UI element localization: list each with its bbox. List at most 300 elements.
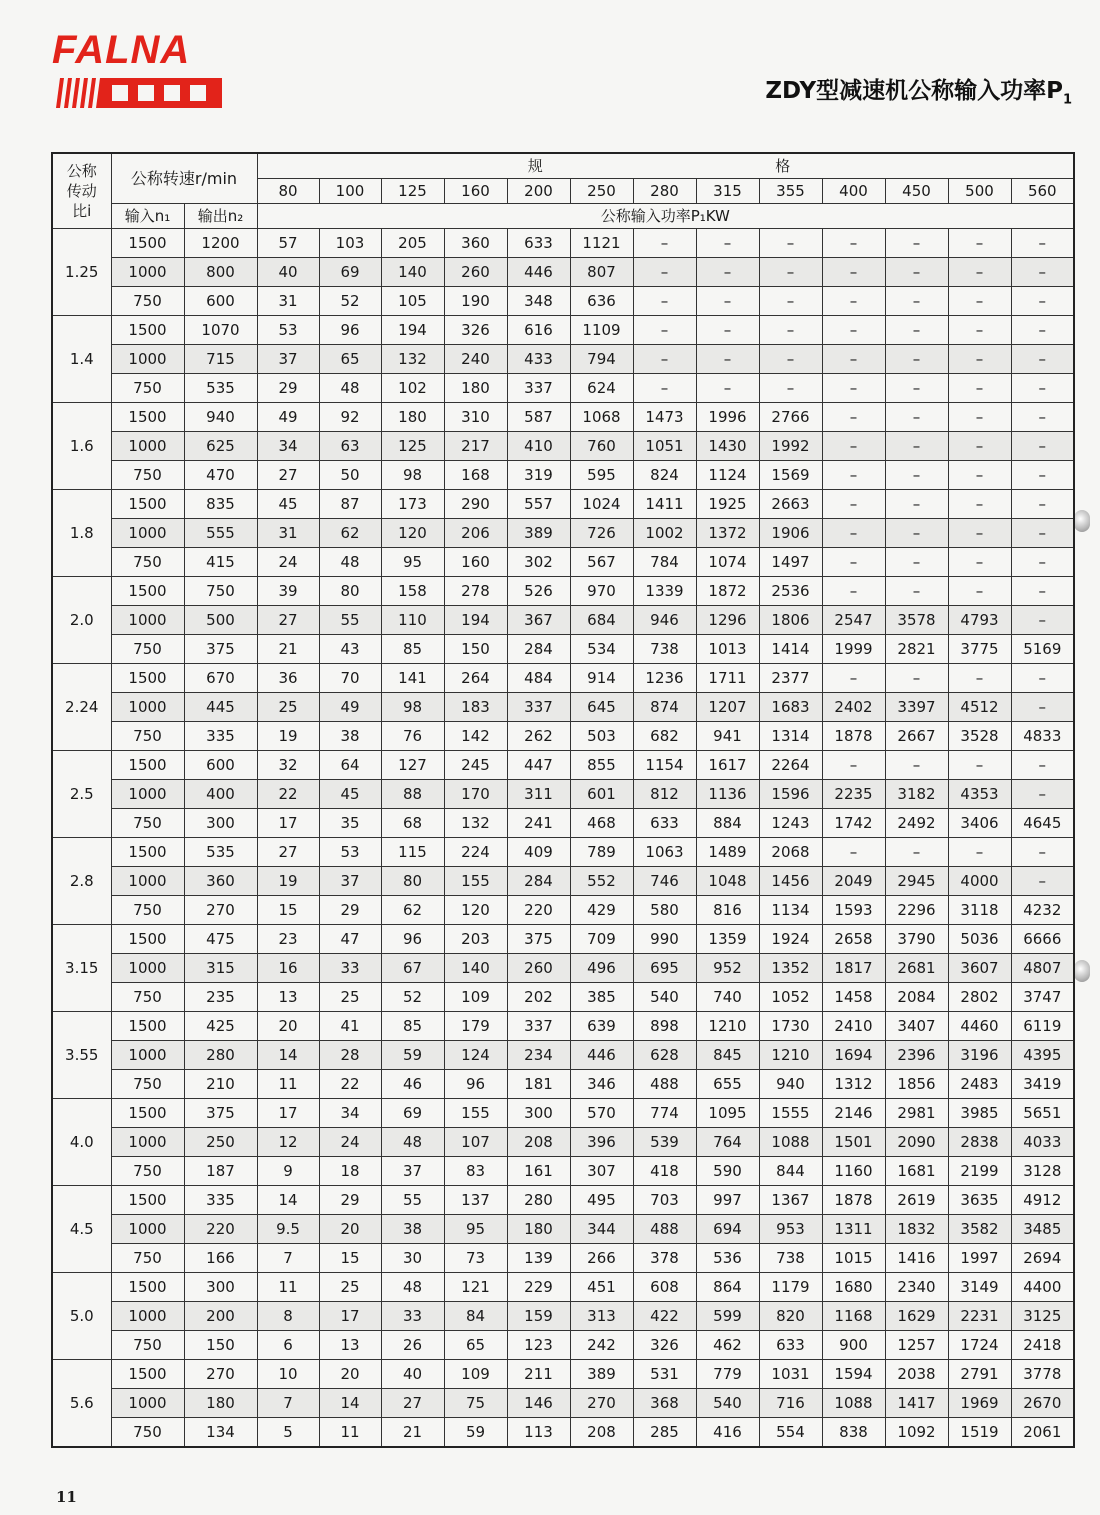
input-speed-cell: 750: [111, 1070, 184, 1099]
power-cell: 970: [570, 577, 633, 606]
power-cell: 285: [633, 1418, 696, 1448]
power-cell: 1996: [696, 403, 759, 432]
power-cell: 1414: [759, 635, 822, 664]
power-cell: 1154: [633, 751, 696, 780]
input-speed-cell: 1500: [111, 403, 184, 432]
input-speed-cell: 1000: [111, 693, 184, 722]
power-cell: 2821: [885, 635, 948, 664]
power-cell: 2410: [822, 1012, 885, 1041]
power-cell: 88: [381, 780, 444, 809]
power-cell: 2199: [948, 1157, 1011, 1186]
power-cell: 3578: [885, 606, 948, 635]
power-cell: 1314: [759, 722, 822, 751]
power-cell: 1013: [696, 635, 759, 664]
output-speed-cell: 210: [184, 1070, 257, 1099]
power-cell: 367: [507, 606, 570, 635]
power-cell: 1924: [759, 925, 822, 954]
power-cell: 1109: [570, 316, 633, 345]
power-cell: 30: [381, 1244, 444, 1273]
power-cell: 17: [257, 809, 319, 838]
power-cell: 740: [696, 983, 759, 1012]
power-cell: 2090: [885, 1128, 948, 1157]
power-cell: 217: [444, 432, 507, 461]
power-cell: 206: [444, 519, 507, 548]
power-cell: 260: [507, 954, 570, 983]
output-speed-cell: 300: [184, 809, 257, 838]
power-cell: –: [1011, 664, 1074, 693]
output-speed-cell: 470: [184, 461, 257, 490]
power-cell: –: [696, 374, 759, 403]
power-cell: 941: [696, 722, 759, 751]
power-cell: 1617: [696, 751, 759, 780]
power-cell: 48: [381, 1128, 444, 1157]
power-cell: 378: [633, 1244, 696, 1273]
power-cell: –: [948, 287, 1011, 316]
power-cell: 2340: [885, 1273, 948, 1302]
power-cell: 884: [696, 809, 759, 838]
input-speed-cell: 750: [111, 809, 184, 838]
power-cell: 3406: [948, 809, 1011, 838]
power-cell: 25: [257, 693, 319, 722]
power-rating-table: [51, 152, 1075, 1448]
power-cell: 1052: [759, 983, 822, 1012]
power-cell: 113: [507, 1418, 570, 1448]
power-cell: 1031: [759, 1360, 822, 1389]
power-cell: 123: [507, 1331, 570, 1360]
power-cell: 816: [696, 896, 759, 925]
power-cell: –: [948, 229, 1011, 258]
power-cell: –: [1011, 606, 1074, 635]
table-row: [52, 374, 1074, 403]
size-header-cell: 280: [633, 179, 696, 204]
power-cell: –: [885, 664, 948, 693]
power-cell: 368: [633, 1389, 696, 1418]
table-row: [52, 1012, 1074, 1041]
power-cell: 46: [381, 1070, 444, 1099]
power-cell: 38: [319, 722, 381, 751]
input-speed-cell: 750: [111, 374, 184, 403]
ratio-cell: 1.4: [52, 316, 111, 403]
power-cell: 92: [319, 403, 381, 432]
power-cell: 1906: [759, 519, 822, 548]
input-speed-cell: 1500: [111, 925, 184, 954]
power-cell: 17: [257, 1099, 319, 1128]
power-cell: 824: [633, 461, 696, 490]
table-row: [52, 809, 1074, 838]
power-cell: 24: [257, 548, 319, 577]
size-header-cell: 400: [822, 179, 885, 204]
falna-logo: [52, 30, 224, 108]
power-cell: 595: [570, 461, 633, 490]
output-speed-cell: 835: [184, 490, 257, 519]
power-cell: 4807: [1011, 954, 1074, 983]
power-cell: 13: [319, 1331, 381, 1360]
output-speed-cell: 475: [184, 925, 257, 954]
page-number: 11: [56, 1488, 77, 1506]
output-speed-cell: 150: [184, 1331, 257, 1360]
power-cell: 655: [696, 1070, 759, 1099]
power-cell: 234: [507, 1041, 570, 1070]
power-cell: 1121: [570, 229, 633, 258]
power-cell: 1168: [822, 1302, 885, 1331]
power-cell: 3128: [1011, 1157, 1074, 1186]
power-cell: 242: [570, 1331, 633, 1360]
power-cell: 62: [319, 519, 381, 548]
size-header-cell: 315: [696, 179, 759, 204]
power-cell: –: [822, 461, 885, 490]
size-header-cell: 500: [948, 179, 1011, 204]
ratio-cell: 2.0: [52, 577, 111, 664]
table-row: [52, 1157, 1074, 1186]
power-cell: 24: [319, 1128, 381, 1157]
power-cell: –: [633, 345, 696, 374]
power-cell: 812: [633, 780, 696, 809]
table-row: [52, 751, 1074, 780]
table-row: [52, 896, 1074, 925]
output-speed-cell: 375: [184, 635, 257, 664]
power-cell: 1416: [885, 1244, 948, 1273]
power-cell: 1411: [633, 490, 696, 519]
power-cell: 31: [257, 287, 319, 316]
power-cell: 278: [444, 577, 507, 606]
power-cell: 536: [696, 1244, 759, 1273]
power-cell: 29: [319, 1186, 381, 1215]
power-cell: 12: [257, 1128, 319, 1157]
power-cell: 1925: [696, 490, 759, 519]
table-row: [52, 693, 1074, 722]
power-cell: 446: [570, 1041, 633, 1070]
power-cell: 194: [381, 316, 444, 345]
power-cell: 1068: [570, 403, 633, 432]
power-cell: 633: [507, 229, 570, 258]
power-cell: 682: [633, 722, 696, 751]
power-cell: 1681: [885, 1157, 948, 1186]
power-cell: 22: [319, 1070, 381, 1099]
power-cell: –: [1011, 577, 1074, 606]
power-cell: 260: [444, 258, 507, 287]
power-cell: 173: [381, 490, 444, 519]
power-cell: 21: [381, 1418, 444, 1448]
power-cell: –: [696, 316, 759, 345]
power-cell: 1160: [822, 1157, 885, 1186]
size-header-cell: 355: [759, 179, 822, 204]
power-cell: 496: [570, 954, 633, 983]
power-cell: 599: [696, 1302, 759, 1331]
power-cell: 4232: [1011, 896, 1074, 925]
power-cell: 3407: [885, 1012, 948, 1041]
power-cell: 1832: [885, 1215, 948, 1244]
logo-stripes-graphic: [52, 78, 222, 108]
power-cell: 208: [507, 1128, 570, 1157]
ratio-cell: 2.5: [52, 751, 111, 838]
power-cell: –: [948, 316, 1011, 345]
input-speed-cell: 750: [111, 1418, 184, 1448]
table-row: [52, 867, 1074, 896]
power-cell: 3607: [948, 954, 1011, 983]
power-cell: 2838: [948, 1128, 1011, 1157]
power-cell: 27: [257, 461, 319, 490]
power-cell: 96: [444, 1070, 507, 1099]
power-cell: –: [1011, 316, 1074, 345]
power-cell: 75: [444, 1389, 507, 1418]
power-cell: 28: [319, 1041, 381, 1070]
power-cell: 694: [696, 1215, 759, 1244]
power-cell: 33: [381, 1302, 444, 1331]
power-cell: 764: [696, 1128, 759, 1157]
output-speed-cell: 187: [184, 1157, 257, 1186]
power-cell: 161: [507, 1157, 570, 1186]
power-cell: 29: [257, 374, 319, 403]
power-cell: 2619: [885, 1186, 948, 1215]
output-speed-cell: 940: [184, 403, 257, 432]
ratio-cell: 3.15: [52, 925, 111, 1012]
power-cell: 158: [381, 577, 444, 606]
power-cell: –: [948, 345, 1011, 374]
power-cell: –: [822, 316, 885, 345]
power-cell: 43: [319, 635, 381, 664]
power-cell: 360: [444, 229, 507, 258]
power-cell: 3182: [885, 780, 948, 809]
table-row: [52, 664, 1074, 693]
power-cell: 240: [444, 345, 507, 374]
power-cell: 62: [381, 896, 444, 925]
input-speed-cell: 1000: [111, 519, 184, 548]
output-speed-cell: 375: [184, 1099, 257, 1128]
power-cell: 115: [381, 838, 444, 867]
input-speed-cell: 750: [111, 1244, 184, 1273]
power-cell: –: [822, 432, 885, 461]
power-cell: 40: [257, 258, 319, 287]
power-cell: 1569: [759, 461, 822, 490]
power-cell: –: [1011, 838, 1074, 867]
power-cell: –: [1011, 490, 1074, 519]
power-cell: 1134: [759, 896, 822, 925]
power-cell: –: [885, 577, 948, 606]
power-cell: 503: [570, 722, 633, 751]
table-row: [52, 925, 1074, 954]
power-cell: 2945: [885, 867, 948, 896]
power-cell: 23: [257, 925, 319, 954]
input-speed-cell: 1000: [111, 432, 184, 461]
output-speed-cell: 600: [184, 751, 257, 780]
power-cell: 183: [444, 693, 507, 722]
power-cell: 29: [319, 896, 381, 925]
table-row: [52, 606, 1074, 635]
power-cell: 20: [319, 1360, 381, 1389]
power-cell: 14: [319, 1389, 381, 1418]
power-cell: 540: [696, 1389, 759, 1418]
power-cell: 284: [507, 635, 570, 664]
power-cell: 33: [319, 954, 381, 983]
power-cell: 396: [570, 1128, 633, 1157]
power-cell: 1473: [633, 403, 696, 432]
power-cell: –: [822, 287, 885, 316]
power-cell: 2791: [948, 1360, 1011, 1389]
power-cell: 709: [570, 925, 633, 954]
power-cell: 703: [633, 1186, 696, 1215]
power-cell: 95: [444, 1215, 507, 1244]
power-cell: 310: [444, 403, 507, 432]
input-speed-cell: 750: [111, 896, 184, 925]
ratio-cell: 4.0: [52, 1099, 111, 1186]
power-cell: –: [822, 345, 885, 374]
power-cell: –: [885, 258, 948, 287]
power-cell: 1680: [822, 1273, 885, 1302]
power-cell: 1312: [822, 1070, 885, 1099]
power-cell: –: [885, 316, 948, 345]
output-speed-cell: 134: [184, 1418, 257, 1448]
power-cell: 2981: [885, 1099, 948, 1128]
power-cell: 447: [507, 751, 570, 780]
ratio-cell: 3.55: [52, 1012, 111, 1099]
power-cell: 2694: [1011, 1244, 1074, 1273]
output-speed-cell: 166: [184, 1244, 257, 1273]
power-cell: 2146: [822, 1099, 885, 1128]
power-cell: –: [822, 548, 885, 577]
power-cell: 76: [381, 722, 444, 751]
power-cell: 27: [381, 1389, 444, 1418]
power-cell: 52: [381, 983, 444, 1012]
power-cell: 488: [633, 1070, 696, 1099]
power-cell: 80: [381, 867, 444, 896]
power-cell: –: [822, 374, 885, 403]
power-cell: 590: [696, 1157, 759, 1186]
power-cell: –: [759, 316, 822, 345]
size-header-cell: 125: [381, 179, 444, 204]
power-cell: 462: [696, 1331, 759, 1360]
power-cell: 65: [444, 1331, 507, 1360]
ratio-cell: 5.0: [52, 1273, 111, 1360]
power-cell: 389: [570, 1360, 633, 1389]
power-cell: 838: [822, 1418, 885, 1448]
power-cell: 344: [570, 1215, 633, 1244]
power-cell: 3528: [948, 722, 1011, 751]
ratio-cell: 5.6: [52, 1360, 111, 1448]
power-cell: 410: [507, 432, 570, 461]
power-cell: 389: [507, 519, 570, 548]
input-speed-cell: 750: [111, 1157, 184, 1186]
power-cell: 1730: [759, 1012, 822, 1041]
table-row: [52, 403, 1074, 432]
table-row: [52, 577, 1074, 606]
power-cell: 1024: [570, 490, 633, 519]
power-cell: 109: [444, 1360, 507, 1389]
power-cell: 3118: [948, 896, 1011, 925]
power-cell: 10: [257, 1360, 319, 1389]
power-cell: 67: [381, 954, 444, 983]
power-cell: 416: [696, 1418, 759, 1448]
power-cell: 96: [319, 316, 381, 345]
power-cell: 141: [381, 664, 444, 693]
power-cell: –: [822, 490, 885, 519]
size-header-cell: 100: [319, 179, 381, 204]
input-speed-header: 输入n₁: [111, 204, 184, 229]
power-cell: 73: [444, 1244, 507, 1273]
power-cell: 2231: [948, 1302, 1011, 1331]
power-cell: –: [885, 287, 948, 316]
table-row: [52, 490, 1074, 519]
power-cell: 1489: [696, 838, 759, 867]
table-row: [52, 316, 1074, 345]
power-cell: 784: [633, 548, 696, 577]
power-cell: –: [1011, 287, 1074, 316]
power-cell: 21: [257, 635, 319, 664]
input-speed-cell: 1500: [111, 1360, 184, 1389]
power-cell: 760: [570, 432, 633, 461]
power-cell: 15: [257, 896, 319, 925]
power-cell: 774: [633, 1099, 696, 1128]
binder-ring-icon: [1074, 510, 1090, 532]
power-cell: 202: [507, 983, 570, 1012]
power-cell: 1311: [822, 1215, 885, 1244]
power-cell: 137: [444, 1186, 507, 1215]
power-cell: 2658: [822, 925, 885, 954]
power-cell: 155: [444, 1099, 507, 1128]
power-cell: –: [948, 751, 1011, 780]
power-cell: –: [822, 403, 885, 432]
power-cell: –: [948, 461, 1011, 490]
power-cell: 2377: [759, 664, 822, 693]
output-speed-cell: 535: [184, 838, 257, 867]
power-cell: –: [948, 258, 1011, 287]
size-header-cell: 560: [1011, 179, 1074, 204]
power-cell: –: [822, 229, 885, 258]
power-cell: 1501: [822, 1128, 885, 1157]
power-cell: 37: [319, 867, 381, 896]
speed-header: 公称转速r/min: [111, 153, 257, 204]
logo-wordmark: FALNA: [52, 28, 191, 72]
power-cell: 2663: [759, 490, 822, 519]
power-cell: 3582: [948, 1215, 1011, 1244]
power-cell: –: [885, 403, 948, 432]
power-cell: 34: [319, 1099, 381, 1128]
power-cell: 570: [570, 1099, 633, 1128]
power-cell: 3149: [948, 1273, 1011, 1302]
power-cell: 155: [444, 867, 507, 896]
ratio-cell: 2.8: [52, 838, 111, 925]
table-row: [52, 1360, 1074, 1389]
power-cell: 140: [381, 258, 444, 287]
power-cell: –: [633, 374, 696, 403]
power-cell: 1124: [696, 461, 759, 490]
power-cell: 3196: [948, 1041, 1011, 1070]
output-speed-cell: 415: [184, 548, 257, 577]
power-cell: 203: [444, 925, 507, 954]
power-cell: 98: [381, 461, 444, 490]
power-cell: 307: [570, 1157, 633, 1186]
power-cell: 48: [319, 548, 381, 577]
power-cell: 229: [507, 1273, 570, 1302]
power-cell: 38: [381, 1215, 444, 1244]
power-cell: –: [885, 490, 948, 519]
output-speed-cell: 425: [184, 1012, 257, 1041]
power-cell: 53: [257, 316, 319, 345]
power-cell: 85: [381, 635, 444, 664]
power-cell: 554: [759, 1418, 822, 1448]
power-cell: 284: [507, 867, 570, 896]
power-cell: 139: [507, 1244, 570, 1273]
power-cell: –: [885, 432, 948, 461]
power-cell: 14: [257, 1041, 319, 1070]
output-speed-cell: 1070: [184, 316, 257, 345]
power-cell: 716: [759, 1389, 822, 1418]
input-speed-cell: 1500: [111, 838, 184, 867]
power-cell: –: [948, 403, 1011, 432]
power-cell: 2061: [1011, 1418, 1074, 1448]
power-cell: 266: [570, 1244, 633, 1273]
power-cell: 900: [822, 1331, 885, 1360]
input-speed-cell: 1500: [111, 490, 184, 519]
